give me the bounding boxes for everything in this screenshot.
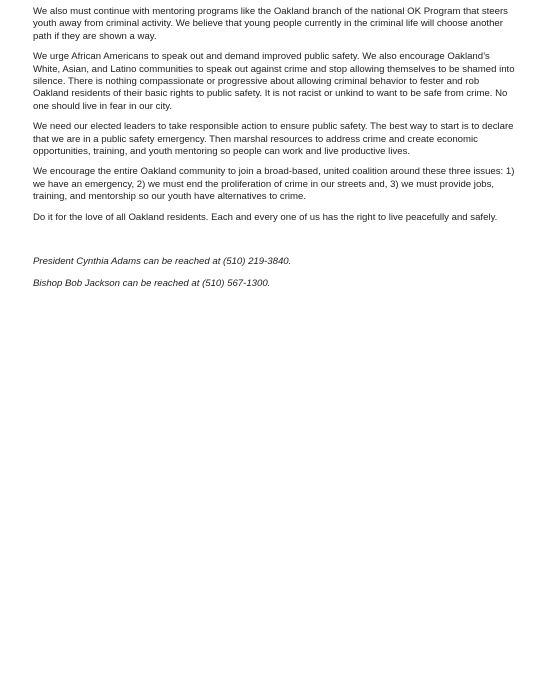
contact-bishop: Bishop Bob Jackson can be reached at (510) 567-1300. — [33, 277, 271, 289]
paragraph-closing: Do it for the love of all Oakland residents. Each and every one of us has the right to live peacefully and safely. — [33, 211, 498, 223]
paragraph-speak-out: We urge African Americans to speak out and demand improved public safety. We also encourage Oakland’s White, Asian, and Latino communities to speak out against crime and stop allowing themselves to be shamed into silence. There is nothing compassionate or progressive about allowing criminal behavior to fester and rob Oakland residents of their basic rights to public safety. It is not racist or unkind to want to be safe from crime. No one should live in fear in our city. — [33, 51, 515, 112]
contact-block — [33, 256, 515, 290]
paragraph-mentoring: We also must continue with mentoring programs like the Oakland branch of the national OK Program that steers youth away from criminal activity. We believe that young people currently in the criminal life will choose another path if they are shown a way. — [33, 6, 508, 42]
contact-president: President Cynthia Adams can be reached at (510) 219-3840. — [33, 256, 292, 268]
paragraph-elected-leaders: We need our elected leaders to take responsible action to ensure public safety. The best way to start is to declare that we are in a public safety emergency. Then marshal resources to address crime and create economic opportunities, training, and youth mentoring so people can work and live productive lives. — [33, 121, 514, 158]
document-page — [33, 6, 515, 299]
paragraph-coalition: We encourage the entire Oakland community to join a broad-based, united coalition around these three issues: 1) we have an emergency, 2) we must end the proliferation of crime in our streets and, 3) we must provide jobs, training, and mentorship so our youth have alternatives to crime. — [33, 166, 515, 203]
